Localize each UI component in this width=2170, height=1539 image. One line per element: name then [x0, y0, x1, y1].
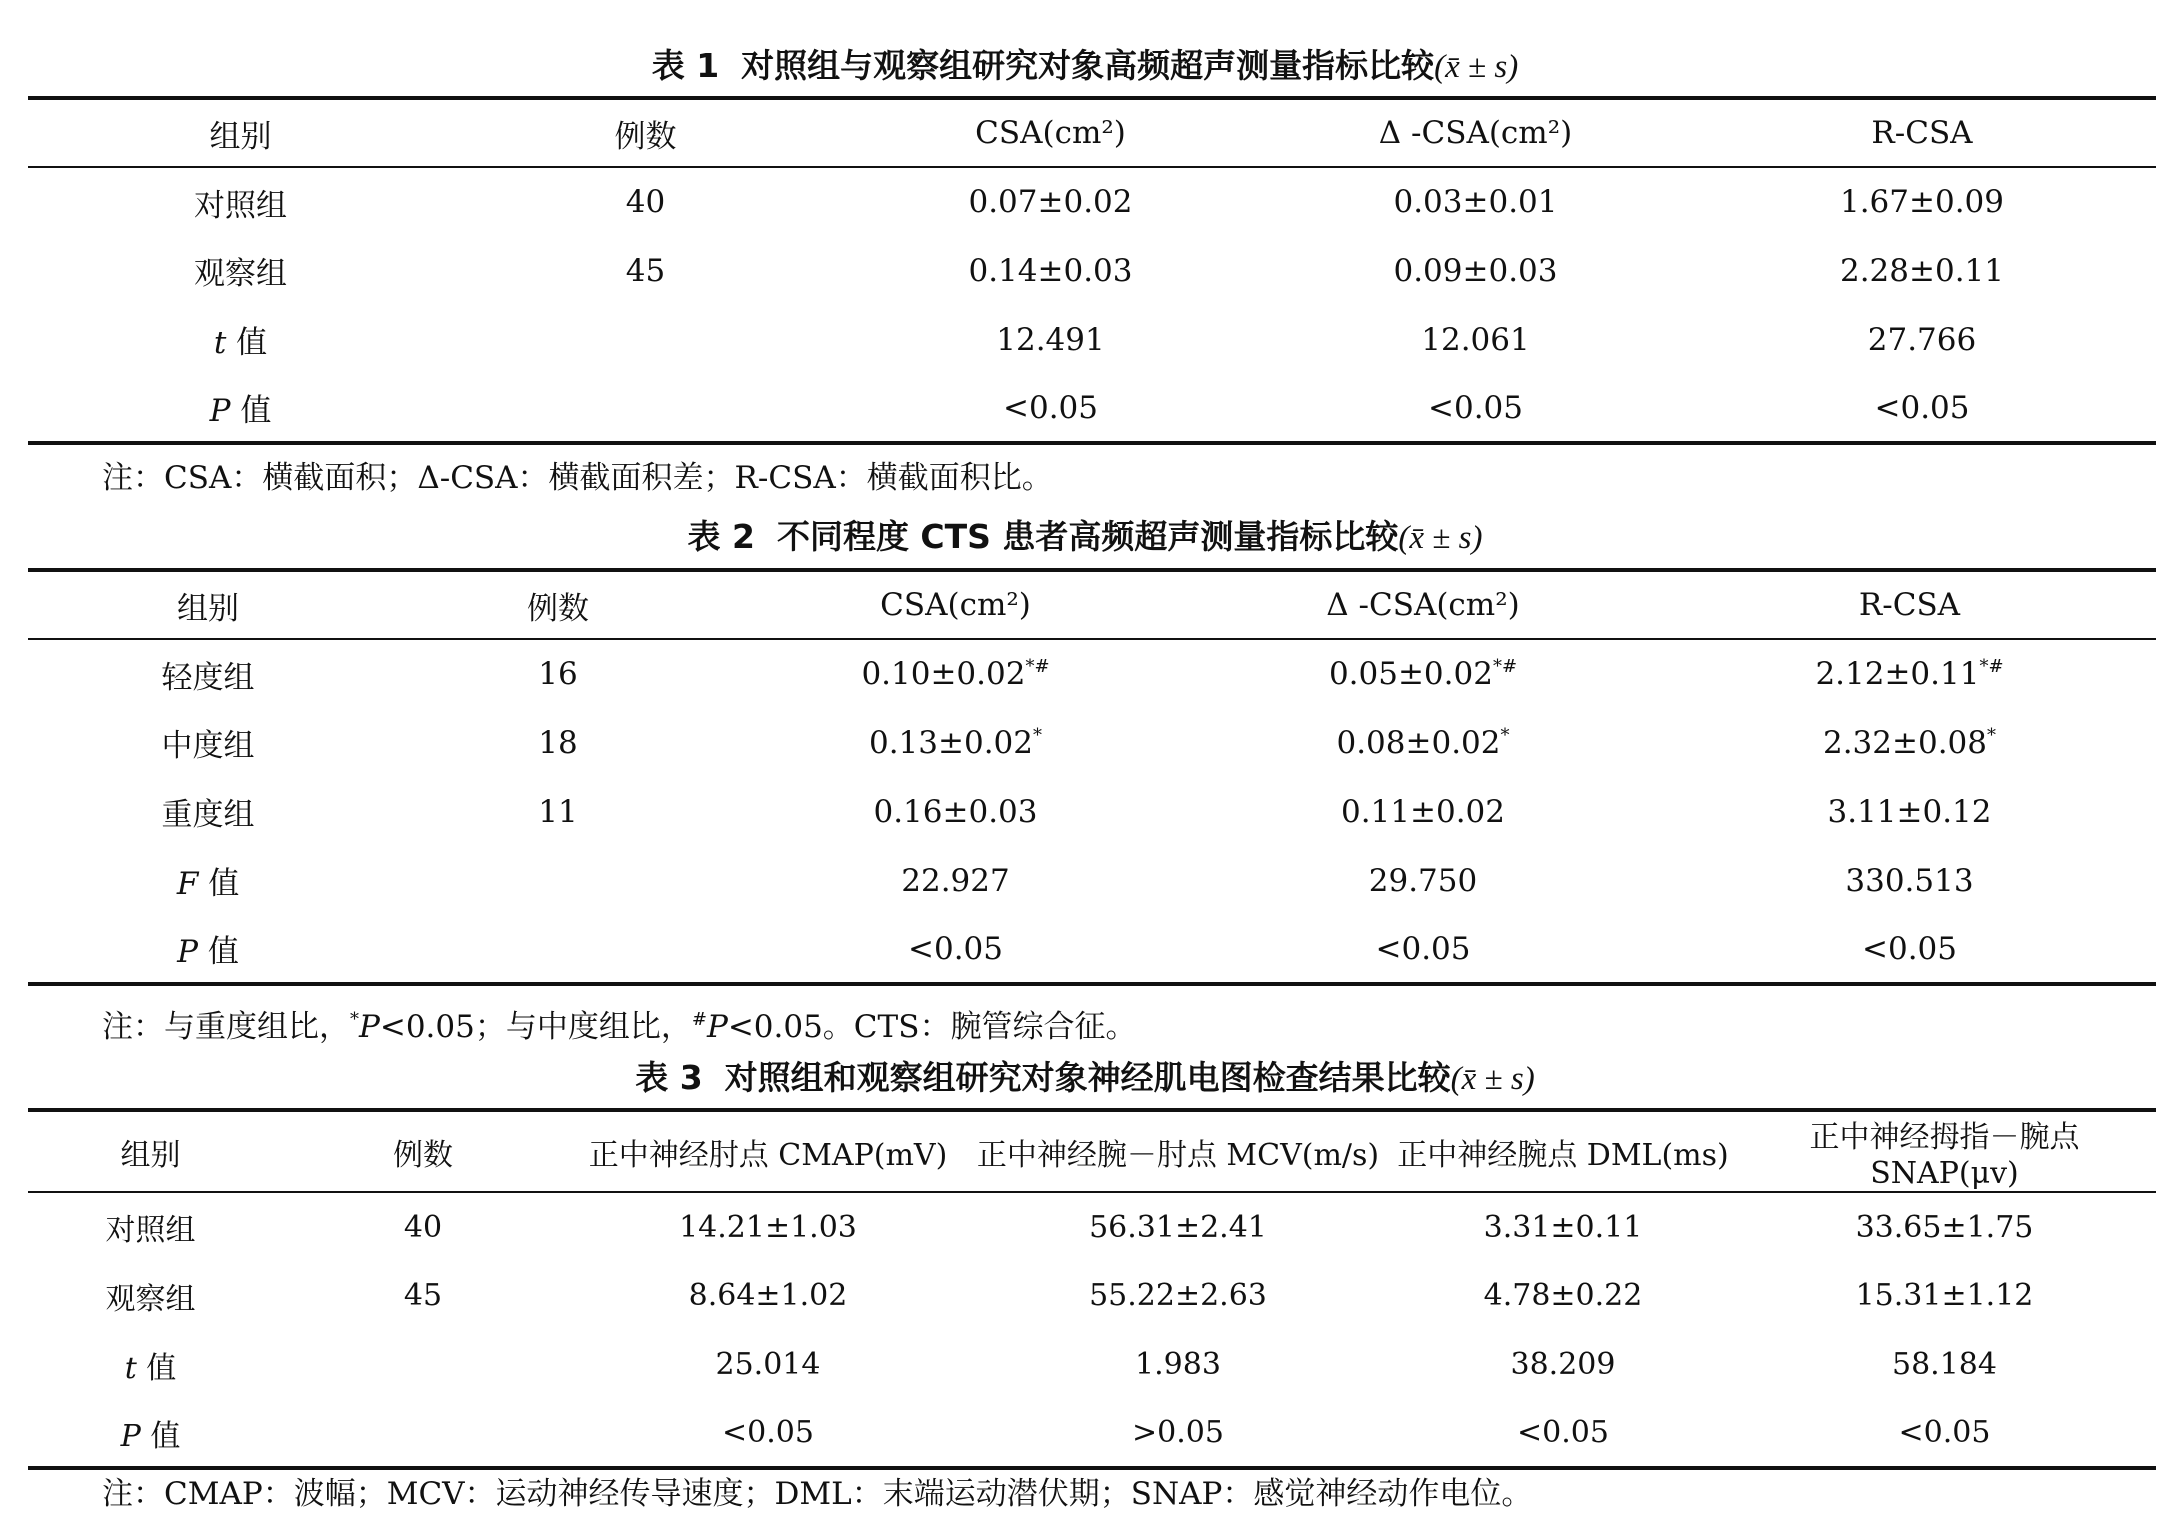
table2-cell: 29.750 [1368, 862, 1478, 899]
table3-stat: (x̄ ± s) [1450, 1061, 1535, 1097]
table3-cell: 38.209 [1510, 1347, 1616, 1382]
table3-cell: <0.05 [722, 1415, 814, 1450]
table1-cell: 12.491 [996, 321, 1105, 358]
table2-caption: 不同程度 CTS 患者高频超声测量指标比较 [776, 517, 1399, 556]
table1-cell: 45 [625, 252, 666, 289]
table1-header-dcsa: Δ -CSA(cm²) [1263, 98, 1688, 167]
table1-cell: 0.07±0.02 [968, 184, 1133, 220]
table3-cell: 对照组 [105, 1213, 196, 1248]
table1-number: 表 1 [651, 46, 720, 85]
table1-cell: 40 [625, 184, 666, 220]
table2-cell: <0.05 [1862, 930, 1957, 967]
table3-header-n: 例数 [273, 1110, 573, 1192]
table1-cell: 1.67±0.09 [1839, 184, 2005, 220]
table3-caption: 对照组和观察组研究对象神经肌电图检查结果比较 [724, 1058, 1451, 1097]
table3-cell: >0.05 [1132, 1415, 1224, 1450]
table3-header-dml: 正中神经腕点 DML(ms) [1393, 1110, 1733, 1192]
table3-header-row [28, 1110, 2156, 1192]
table2-header-row [28, 570, 2156, 639]
table2-cell: 330.513 [1845, 862, 1974, 899]
table-row [28, 639, 2156, 708]
table1-header-group: 组别 [28, 98, 453, 167]
table1-cell: 27.766 [1867, 321, 1977, 358]
table1-p-row [28, 374, 2156, 443]
table3-header-snap: 正中神经拇指－腕点 SNAP(μv) [1733, 1110, 2156, 1192]
table1-cell: 12.061 [1421, 321, 1530, 358]
table2-cell: 3.11±0.12 [1827, 793, 1992, 830]
table1 [28, 96, 2156, 445]
table2-header-group: 组别 [28, 570, 388, 639]
table3-title [0, 1056, 2170, 1101]
table-row [28, 708, 2156, 777]
table2-cell: 0.10±0.02*# [861, 656, 1050, 692]
table2-title [0, 515, 2170, 560]
table2-cell: 22.927 [901, 862, 1010, 899]
table3-cell: <0.05 [1898, 1415, 1991, 1450]
table2-header-rcsa: R-CSA [1663, 570, 2156, 639]
table3-cell: 40 [403, 1209, 443, 1245]
table2-cell: 轻度组 [161, 659, 255, 696]
table2-cell: 11 [538, 793, 578, 830]
table1-header-rcsa: R-CSA [1688, 98, 2156, 167]
significance-mark: * [1987, 724, 1997, 746]
table3-cell: 1.983 [1135, 1347, 1221, 1382]
table1-cell: 观察组 [194, 256, 287, 292]
table1-cell: 2.28±0.11 [1839, 252, 2005, 289]
table1-p-label: P 值 [209, 393, 272, 429]
table3-cell: 33.65±1.75 [1855, 1209, 2034, 1245]
table-row [28, 167, 2156, 236]
table3-t-row [28, 1330, 2156, 1399]
table3-cell: 观察组 [105, 1281, 196, 1317]
table1-t-label: t 值 [213, 325, 268, 361]
table3-header-group: 组别 [28, 1110, 273, 1192]
table3-p-row [28, 1399, 2156, 1468]
table1-header-row [28, 98, 2156, 167]
table2-header-n: 例数 [388, 570, 728, 639]
table2-note: 注：与重度组比，*P<0.05；与中度组比，#P<0.05。CTS：腕管综合征。 [102, 1009, 1137, 1045]
table1-t-row [28, 305, 2156, 374]
table3-cell: 8.64±1.02 [688, 1278, 848, 1313]
table1-caption: 对照组与观察组研究对象高频超声测量指标比较 [741, 46, 1435, 85]
table-row [28, 1261, 2156, 1330]
table1-stat: (x̄ ± s) [1434, 49, 1519, 85]
table3-cell: <0.05 [1517, 1415, 1609, 1450]
table2-cell: 16 [538, 656, 578, 692]
table1-cell: <0.05 [1874, 389, 1970, 426]
table2-cell: 重度组 [161, 797, 255, 833]
table3-cell: 4.78±0.22 [1483, 1278, 1643, 1313]
table2-cell: 0.13±0.02* [868, 724, 1043, 761]
table3-cell: 25.014 [715, 1347, 821, 1382]
significance-mark: *# [1025, 656, 1050, 677]
table-row [28, 236, 2156, 305]
table2-f-row [28, 846, 2156, 915]
table2-number: 表 2 [687, 517, 755, 556]
table1-note: 注：CSA：横截面积；Δ-CSA：横截面积差；R-CSA：横截面积比。 [102, 460, 1053, 496]
table1-cell: 0.03±0.01 [1393, 184, 1558, 220]
table3-cell: 3.31±0.11 [1483, 1209, 1643, 1245]
table1-header-csa: CSA(cm²) [838, 98, 1263, 167]
table1-cell: 0.14±0.03 [968, 252, 1133, 289]
table2-cell: <0.05 [1375, 930, 1471, 967]
significance-mark: * [1033, 724, 1043, 746]
table1-cell: 0.09±0.03 [1393, 252, 1558, 289]
table2-p-row [28, 915, 2156, 984]
table2-cell: 中度组 [161, 728, 255, 764]
table3-header-cmap: 正中神经肘点 CMAP(mV) [573, 1110, 963, 1192]
table3-note: 注：CMAP：波幅；MCV：运动神经传导速度；DML：末端运动潜伏期；SNAP：感觉神经动作电位。 [102, 1476, 1533, 1512]
table2-cell: 0.11±0.02 [1340, 793, 1506, 830]
table2-header-csa: CSA(cm²) [728, 570, 1183, 639]
table1-header-n: 例数 [453, 98, 838, 167]
table2-cell: 18 [538, 724, 578, 761]
significance-mark: *# [1492, 656, 1518, 677]
table1-cell: 对照组 [194, 187, 287, 224]
table3-cell: 45 [403, 1278, 443, 1313]
table3-p-label: P 值 [120, 1418, 181, 1454]
table3-cell: 56.31±2.41 [1089, 1209, 1267, 1245]
table2-stat: (x̄ ± s) [1398, 520, 1483, 556]
table2-cell: <0.05 [908, 930, 1003, 967]
table2-f-label: F 值 [176, 866, 240, 902]
table1-cell: <0.05 [1003, 389, 1098, 426]
table2-cell: 0.16±0.03 [873, 793, 1038, 830]
significance-mark: * [1500, 724, 1510, 746]
table2-cell: 0.08±0.02* [1336, 724, 1510, 761]
significance-mark: *# [1979, 656, 2004, 677]
table3-cell: 58.184 [1892, 1347, 1997, 1382]
table2-cell: 2.32±0.08* [1822, 724, 1997, 761]
table3-cell: 15.31±1.12 [1855, 1278, 2034, 1313]
table3-cell: 14.21±1.03 [679, 1209, 857, 1245]
table2-p-label: P 值 [177, 934, 239, 970]
table-row [28, 777, 2156, 846]
table2-cell: 2.12±0.11*# [1815, 656, 2004, 692]
table2-header-dcsa: Δ -CSA(cm²) [1183, 570, 1663, 639]
table1-cell: <0.05 [1428, 389, 1523, 426]
table3 [28, 1108, 2156, 1470]
table3-number: 表 3 [635, 1058, 703, 1097]
table3-header-mcv: 正中神经腕－肘点 MCV(m/s) [963, 1110, 1393, 1192]
table3-cell: 55.22±2.63 [1089, 1278, 1267, 1313]
table2 [28, 568, 2156, 986]
table2-cell: 0.05±0.02*# [1328, 656, 1518, 692]
table1-title [0, 44, 2170, 89]
table-row [28, 1192, 2156, 1261]
table3-t-label: t 值 [124, 1350, 177, 1386]
